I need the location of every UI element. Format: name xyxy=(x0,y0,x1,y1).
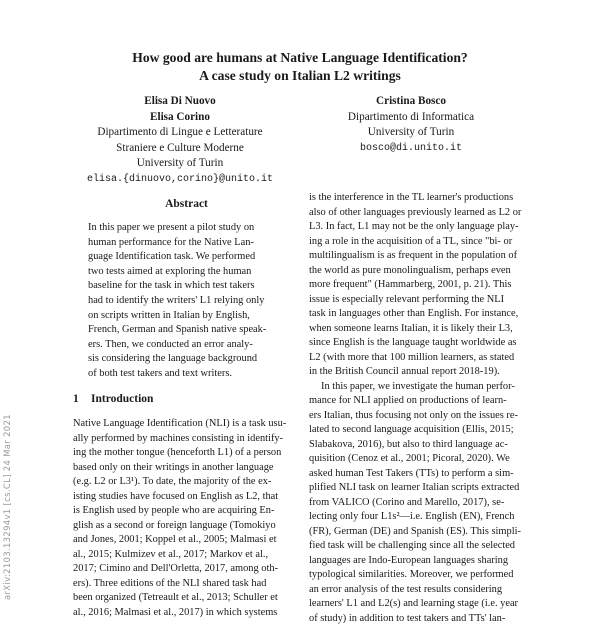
text-line: when someone learns Italian, it is likely their L3, xyxy=(309,322,536,337)
title-line-2: A case study on Italian L2 writings xyxy=(0,67,600,85)
text-line: ers). Three editions of the NLI shared task had xyxy=(73,577,300,592)
text-line: typological similarities. Moreover, we performed xyxy=(309,568,536,583)
text-line: In this paper, we investigate the human perfor- xyxy=(309,380,536,395)
text-line: mance for NLI applied on productions of learn- xyxy=(309,394,536,409)
affiliation: Dipartimento di Informatica xyxy=(311,110,511,126)
author-block-left xyxy=(70,94,290,187)
text-line: based only on their writings in another language xyxy=(73,461,300,476)
author-block-right xyxy=(311,94,511,156)
text-line: ing a role in the acquisition of a TL, since "bi- or xyxy=(309,235,536,250)
abstract-heading: Abstract xyxy=(73,198,300,210)
section-heading-introduction xyxy=(73,393,153,405)
abstract-line: had to identify the writers' L1 relying only xyxy=(88,294,284,309)
text-line: an error analysis of the test results considering xyxy=(309,583,536,598)
text-line: al., 2015; Kulmizev et al., 2017; Markov et al., xyxy=(73,548,300,563)
text-line: (e.g. L2 or L3¹). To date, the majority of the ex- xyxy=(73,475,300,490)
abstract-line: ers. Then, we conducted an error analy- xyxy=(88,338,284,353)
title-line-1: How good are humans at Native Language Identification? xyxy=(0,49,600,67)
text-line: al., 2016; Malmasi et al., 2017) in which systems xyxy=(73,606,300,621)
text-line: is the interference in the TL learner's productions xyxy=(309,191,536,206)
abstract-line: guage Identification task. We performed xyxy=(88,250,284,265)
text-line: of study) in addition to test takers and TTs' lan- xyxy=(309,612,536,626)
text-line: more frequent" (Hammarberg, 2001, p. 21). This xyxy=(309,278,536,293)
text-line: learners' L1 and L2(s) and learning stage (i.e. year xyxy=(309,597,536,612)
text-line: is English used by people who are acquiring En- xyxy=(73,504,300,519)
text-line: since English is the language taught worldwide as xyxy=(309,336,536,351)
text-line: and Jones, 2001; Koppel et al., 2005; Malmasi et xyxy=(73,533,300,548)
affiliation: Straniere e Culture Moderne xyxy=(70,141,290,157)
section-title: Introduction xyxy=(91,393,153,405)
author-name: Elisa Di Nuovo xyxy=(70,94,290,110)
section-number: 1 xyxy=(73,393,91,405)
abstract-line: baseline for the task in which test takers xyxy=(88,279,284,294)
text-line: ing the mother tongue (henceforth L1) of a person xyxy=(73,446,300,461)
text-line: multilingualism is as frequent in the population of xyxy=(309,249,536,264)
abstract-line: of both test takers and text writers. xyxy=(88,367,284,382)
text-line: L2 (with more that 100 million learners, as stated xyxy=(309,351,536,366)
affiliation: University of Turin xyxy=(70,156,290,172)
text-line: L3. In fact, L1 may not be the only language play- xyxy=(309,220,536,235)
abstract-line: In this paper we present a pilot study on xyxy=(88,221,284,236)
text-line: Native Language Identification (NLI) is a task usu- xyxy=(73,417,300,432)
text-line: glish as a second or foreign language (Tomokiyo xyxy=(73,519,300,534)
author-name: Cristina Bosco xyxy=(311,94,511,110)
author-name: Elisa Corino xyxy=(70,110,290,126)
affiliation: Dipartimento di Lingue e Letterature xyxy=(70,125,290,141)
text-line: asked human Test Takers (TTs) to perform a sim- xyxy=(309,467,536,482)
author-email: bosco@di.unito.it xyxy=(311,141,511,157)
text-line: from VALICO (Corino and Marello, 2017), se- xyxy=(309,496,536,511)
paper-title xyxy=(0,49,600,85)
text-line: lated to second language acquisition (Ellis, 2015; xyxy=(309,423,536,438)
text-line: quisition (Cenoz et al., 2001; Picoral, 2020). We xyxy=(309,452,536,467)
author-email: elisa.{dinuovo,corino}@unito.it xyxy=(70,172,290,188)
arxiv-identifier: arXiv:2103.13294v1 [cs.CL] 24 Mar 2021 xyxy=(3,414,13,600)
arxiv-sidebar xyxy=(3,330,15,600)
abstract-line: sis considering the language background xyxy=(88,352,284,367)
text-line: 2017; Cimino and Dell'Orletta, 2017, among oth- xyxy=(73,562,300,577)
text-line: languages are Indo-European languages sharing xyxy=(309,554,536,569)
text-line: lecting only four L1s²—i.e. English (EN), French xyxy=(309,510,536,525)
abstract-line: two tests aimed at exploring the human xyxy=(88,265,284,280)
text-line: task in languages other than English. For instance, xyxy=(309,307,536,322)
text-line: in the British Council annual report 2018-19). xyxy=(309,365,536,380)
right-column-text xyxy=(309,191,536,626)
text-line: fied task will be challenging since all the selected xyxy=(309,539,536,554)
text-line: the world as pure monolingualism, perhaps even xyxy=(309,264,536,279)
text-line: plified NLI task on learner Italian scripts extracted xyxy=(309,481,536,496)
abstract-line: French, German and Spanish native speak- xyxy=(88,323,284,338)
text-line: ally performed by machines consisting in identify- xyxy=(73,432,300,447)
text-line: ers Italian, thus focusing not only on the issues re- xyxy=(309,409,536,424)
affiliation: University of Turin xyxy=(311,125,511,141)
abstract-line: on scripts written in Italian by English, xyxy=(88,309,284,324)
text-line: Slabakova, 2016), but also to third language ac- xyxy=(309,438,536,453)
left-column-text xyxy=(73,417,300,620)
text-line: been organized (Tetreault et al., 2013; Schuller et xyxy=(73,591,300,606)
text-line: issue is especially relevant performing the NLI xyxy=(309,293,536,308)
text-line: isting studies have focused on English as L2, that xyxy=(73,490,300,505)
abstract-body xyxy=(88,221,284,382)
text-line: also of other languages previously learned as L2 or xyxy=(309,206,536,221)
text-line: (FR), German (DE) and Spanish (ES). This simpli- xyxy=(309,525,536,540)
abstract-line: human performance for the Native Lan- xyxy=(88,236,284,251)
